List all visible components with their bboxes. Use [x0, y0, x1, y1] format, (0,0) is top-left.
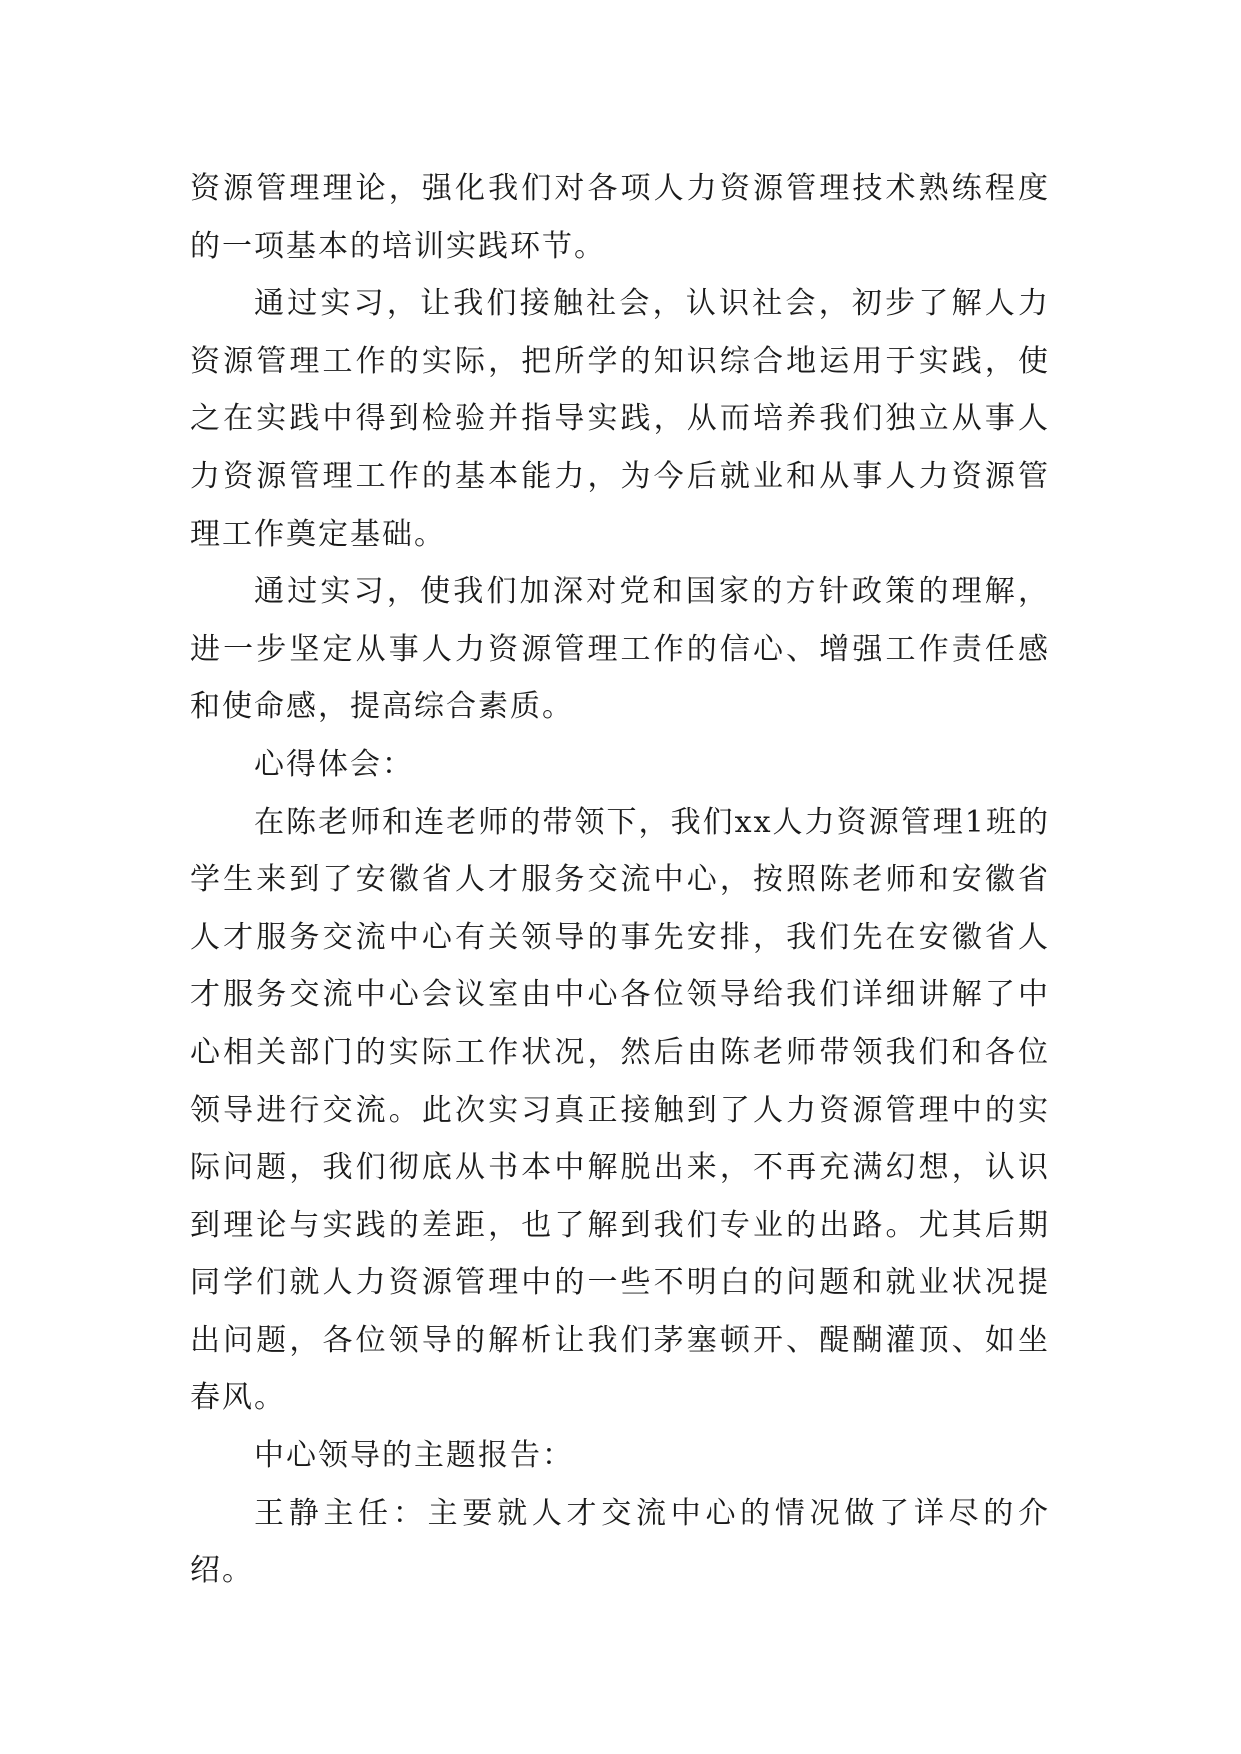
heading-reflections: 心得体会： [254, 746, 414, 782]
paragraph-visit-account: 在陈老师和连老师的带领下，我们xx人力资源管理1班的学生来到了安徽省人才服务交流中心，按照陈老师和安徽省人才服务交流中心有关领导的事先安排，我们先在安徽省人才服务交流中心会议室由中心各位领导给我们详细讲解了中心相关部门的实际工作状况，然后由陈老师带领我们和各位领导进行交流。此次实习真正接触到了人力资源管理中的实际问题，我们彻底从书本中解脱出来，不再充满幻想，认识到理论与实践的差距，也了解到我们专业的出路。尤其后期同学们就人力资源管理中的一些不明白的问题和就业状况提出问题，各位领导的解析让我们茅塞顿开、醍醐灌顶、如坐春风。 [190, 804, 1050, 1416]
document-body [190, 160, 1050, 1600]
paragraph-policy-understanding: 通过实习，使我们加深对党和国家的方针政策的理解，进一步坚定从事人力资源管理工作的信心、增强工作责任感和使命感，提高综合素质。 [190, 574, 1050, 725]
paragraph-internship-goals: 通过实习，让我们接触社会，认识社会，初步了解人力资源管理工作的实际，把所学的知识综合地运用于实践，使之在实践中得到检验并指导实践，从而培养我们独立从事人力资源管理工作的基本能力，为今后就业和从事人力资源管理工作奠定基础。 [190, 286, 1050, 552]
paragraph-continuation: 资源管理理论，强化我们对各项人力资源管理技术熟练程度的一项基本的培训实践环节。 [190, 171, 1050, 264]
paragraph-director-report: 王静主任：主要就人才交流中心的情况做了详尽的介绍。 [190, 1495, 1050, 1589]
heading-leader-reports: 中心领导的主题报告： [254, 1438, 574, 1474]
